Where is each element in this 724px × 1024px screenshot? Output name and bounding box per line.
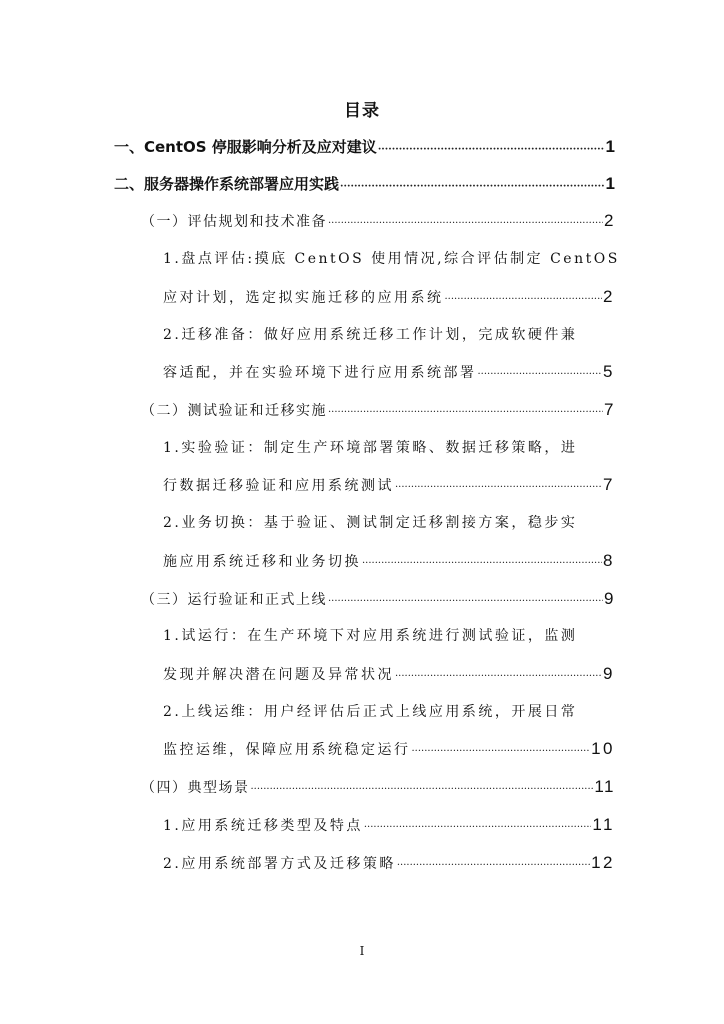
toc-page-number: 12 [591,853,615,872]
toc-entry-2-1-1[interactable] [163,285,615,312]
toc-entry-label: 监控运维，保障应用系统稳定运行 [163,742,411,758]
toc-entry-2-4[interactable] [141,775,615,802]
toc-page-number: 1 [605,174,615,193]
toc-title: 目录 [344,101,380,121]
toc-entry-label: 容适配，并在实验环境下进行应用系统部署 [163,365,477,381]
toc-entry-2-4-1[interactable] [163,813,615,840]
toc-entry-2-2-1[interactable] [163,473,615,500]
toc-entry-label: 行数据迁移验证和应用系统测试 [163,478,394,494]
toc-entry-label: （三）运行验证和正式上线 [141,592,327,608]
toc-entry-label: 一、CentOS 停服影响分析及应对建议 [114,138,377,156]
toc-leader-dots [362,552,602,576]
toc-entry-2-3[interactable] [141,587,615,614]
page-footer-number: I [359,944,365,958]
toc-page-number: 7 [604,400,615,419]
toc-leader-dots [340,175,605,199]
toc-page-number: 9 [603,664,615,683]
toc-page-number: 5 [603,362,615,381]
toc-entry-2-1[interactable] [141,209,615,236]
toc-leader-dots [397,854,590,878]
toc-leader-dots [328,212,603,236]
toc-entry-2[interactable] [114,172,615,199]
toc-entry-2-2-2[interactable] [163,549,615,576]
toc-entry-label: 1.应用系统迁移类型及特点 [163,818,363,834]
toc-entry-label: 发现并解决潜在问题及异常状况 [163,667,394,683]
toc-page-number: 7 [603,475,615,494]
toc-entry-first-line[interactable]: 2.迁移准备：做好应用系统迁移工作计划，完成软硬件兼 [163,327,578,343]
toc-leader-dots [445,288,603,312]
toc-entry-1[interactable] [114,135,615,162]
toc-page-number: 2 [604,211,615,230]
toc-leader-dots [412,740,591,764]
toc-leader-dots [251,778,594,802]
toc-page-number: 2 [603,287,615,306]
toc-page-number: 1 [605,137,615,156]
toc-entry-label: 2.应用系统部署方式及迁移策略 [163,856,396,872]
toc-entry-first-line[interactable]: 1.实验验证：制定生产环境部署策略、数据迁移策略，进 [163,440,578,456]
toc-entry-first-line[interactable]: 1.试运行：在生产环境下对应用系统进行测试验证，监测 [163,628,578,644]
toc-entry-first-line[interactable]: 2.上线运维：用户经评估后正式上线应用系统，开展日常 [163,704,578,720]
toc-entry-2-4-2[interactable] [163,851,615,878]
toc-entry-label: 应对计划，选定拟实施迁移的应用系统 [163,290,444,306]
toc-entry-2-1-2[interactable] [163,360,615,387]
toc-leader-dots [395,665,602,689]
toc-entry-label: （一）评估规划和技术准备 [141,214,327,230]
toc-entry-first-line[interactable]: 2.业务切换：基于验证、测试制定迁移割接方案，稳步实 [163,515,578,531]
toc-leader-dots [378,138,605,162]
toc-entry-label: 二、服务器操作系统部署应用实践 [114,175,340,193]
toc-entry-2-3-2[interactable] [163,737,615,764]
toc-leader-dots [364,816,591,840]
toc-leader-dots [395,476,602,500]
toc-leader-dots [328,401,603,425]
toc-entry-first-line[interactable]: 1.盘点评估:摸底 CentOS 使用情况,综合评估制定 CentOS [163,251,620,267]
toc-page-number: 10 [591,739,615,758]
toc-entry-label: 施应用系统迁移和业务切换 [163,554,361,570]
toc-entry-2-2[interactable] [141,398,615,425]
toc-page-number: 8 [603,551,615,570]
toc-entry-2-3-1[interactable] [163,662,615,689]
toc-leader-dots [478,363,603,387]
toc-entry-label: （二）测试验证和迁移实施 [141,403,327,419]
toc-page-number: 9 [604,589,615,608]
toc-leader-dots [328,590,603,614]
toc-page-number: 11 [594,777,615,796]
toc-entry-label: （四）典型场景 [141,780,250,796]
toc-page-number: 11 [592,815,615,834]
